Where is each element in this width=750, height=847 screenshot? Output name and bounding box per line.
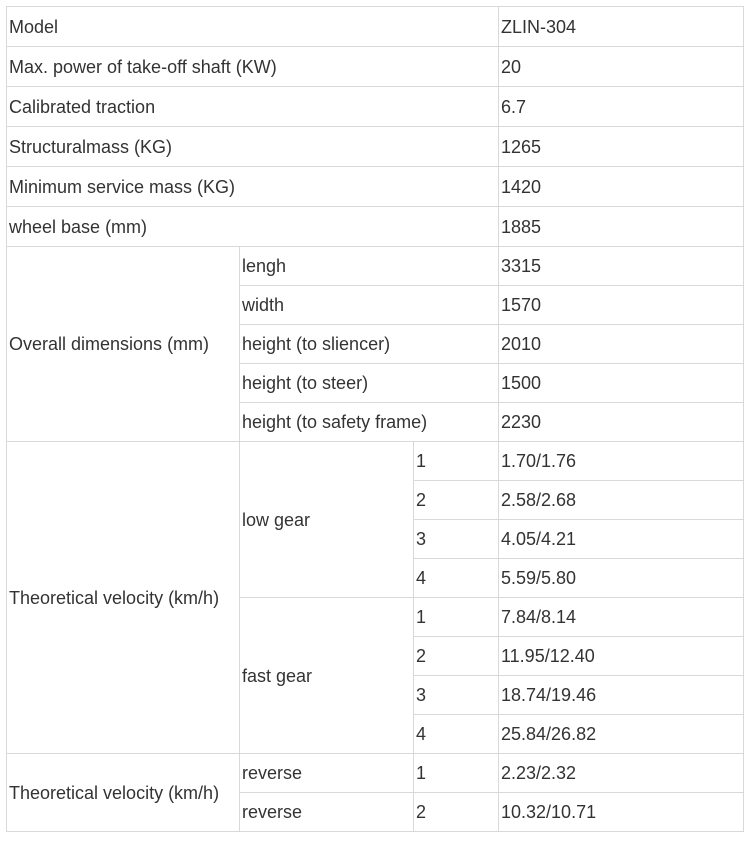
gear-number: 2 (414, 481, 499, 520)
structural-mass-label: Structuralmass (KG) (7, 127, 499, 167)
velocity-value: 5.59/5.80 (499, 559, 744, 598)
min-service-mass-value: 1420 (499, 167, 744, 207)
table-row (7, 442, 744, 481)
model-label: Model (7, 7, 499, 47)
dimension-label: lengh (240, 247, 499, 286)
max-power-label: Max. power of take-off shaft (KW) (7, 47, 499, 87)
gear-number: 4 (414, 715, 499, 754)
theoretical-velocity-label: Theoretical velocity (km/h) (7, 442, 240, 754)
velocity-value: 4.05/4.21 (499, 520, 744, 559)
table-row (7, 247, 744, 286)
overall-dimensions-label: Overall dimensions (mm) (7, 247, 240, 442)
table-row (7, 87, 744, 127)
gear-number: 4 (414, 559, 499, 598)
dimension-label: width (240, 286, 499, 325)
gear-number: 1 (414, 754, 499, 793)
reverse-velocity-label: Theoretical velocity (km/h) (7, 754, 240, 832)
reverse-label: reverse (240, 793, 414, 832)
traction-value: 6.7 (499, 87, 744, 127)
dimension-value: 1570 (499, 286, 744, 325)
gear-number: 3 (414, 520, 499, 559)
fast-gear-label: fast gear (240, 598, 414, 754)
velocity-value: 2.58/2.68 (499, 481, 744, 520)
gear-number: 3 (414, 676, 499, 715)
dimension-label: height (to safety frame) (240, 403, 499, 442)
dimension-value: 2010 (499, 325, 744, 364)
model-value: ZLIN-304 (499, 7, 744, 47)
table-row (7, 127, 744, 167)
velocity-value: 10.32/10.71 (499, 793, 744, 832)
table-row (7, 167, 744, 207)
dimension-label: height (to sliencer) (240, 325, 499, 364)
table-row (7, 7, 744, 47)
gear-number: 1 (414, 442, 499, 481)
min-service-mass-label: Minimum service mass (KG) (7, 167, 499, 207)
dimension-value: 1500 (499, 364, 744, 403)
dimension-label: height (to steer) (240, 364, 499, 403)
table-row (7, 47, 744, 87)
wheel-base-label: wheel base (mm) (7, 207, 499, 247)
velocity-value: 1.70/1.76 (499, 442, 744, 481)
velocity-value: 7.84/8.14 (499, 598, 744, 637)
traction-label: Calibrated traction (7, 87, 499, 127)
gear-number: 2 (414, 793, 499, 832)
dimension-value: 2230 (499, 403, 744, 442)
structural-mass-value: 1265 (499, 127, 744, 167)
velocity-value: 18.74/19.46 (499, 676, 744, 715)
gear-number: 1 (414, 598, 499, 637)
table-row (7, 207, 744, 247)
max-power-value: 20 (499, 47, 744, 87)
velocity-value: 25.84/26.82 (499, 715, 744, 754)
table-row (7, 754, 744, 793)
velocity-value: 11.95/12.40 (499, 637, 744, 676)
gear-number: 2 (414, 637, 499, 676)
velocity-value: 2.23/2.32 (499, 754, 744, 793)
dimension-value: 3315 (499, 247, 744, 286)
spec-table (6, 6, 744, 832)
reverse-label: reverse (240, 754, 414, 793)
wheel-base-value: 1885 (499, 207, 744, 247)
low-gear-label: low gear (240, 442, 414, 598)
